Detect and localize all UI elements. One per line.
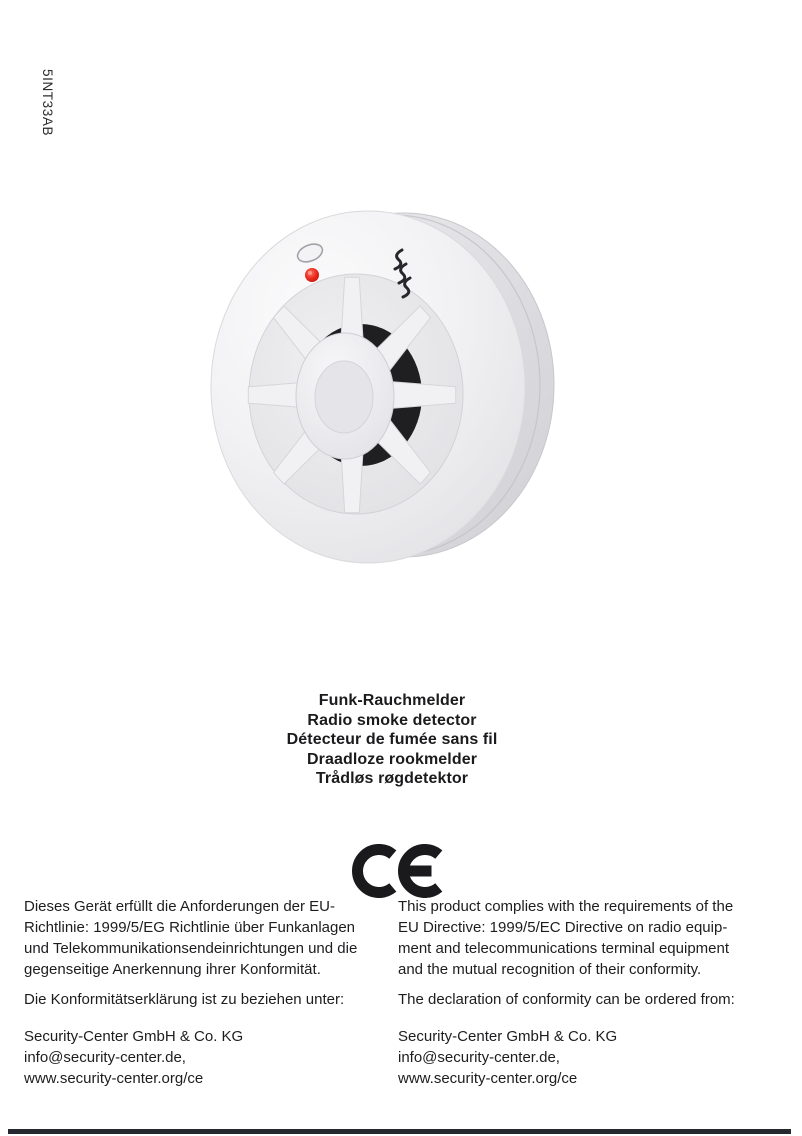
product-title-de: Funk-Rauchmelder bbox=[318, 692, 466, 709]
text-line: and the mutual recognition of their conformity. bbox=[398, 961, 702, 978]
company-name: Security-Center GmbH & Co. KG bbox=[24, 1028, 244, 1045]
declaration-line-de: Die Konformitätserklärung ist zu beziehen unter: bbox=[24, 991, 345, 1008]
compliance-paragraph-en bbox=[398, 896, 780, 980]
ce-letter-c bbox=[358, 850, 393, 893]
smoke-detector-image bbox=[180, 185, 580, 580]
contact-block-en bbox=[398, 1026, 780, 1089]
text-line: This product complies with the requirements of the bbox=[398, 898, 734, 915]
product-title-block bbox=[0, 691, 784, 789]
text-line: Dieses Gerät erfüllt die Anforderungen der EU- bbox=[24, 898, 335, 915]
test-button bbox=[296, 333, 394, 459]
contact-url: www.security-center.org/ce bbox=[24, 1070, 204, 1087]
contact-email: info@security-center.de, bbox=[398, 1049, 560, 1066]
ce-mark-logo bbox=[352, 844, 445, 898]
product-title-da: Trådløs røgdetektor bbox=[315, 770, 469, 788]
compliance-paragraph-de bbox=[24, 896, 390, 980]
declaration-line-en: The declaration of conformity can be ordered from: bbox=[398, 991, 735, 1008]
footer-rule bbox=[8, 1129, 791, 1134]
text-line: ment and telecommunications terminal equipment bbox=[398, 940, 730, 957]
product-photo bbox=[180, 185, 580, 580]
product-title-nl: Draadloze rookmelder bbox=[306, 750, 478, 768]
product-title-en: Radio smoke detector bbox=[307, 711, 477, 729]
company-name: Security-Center GmbH & Co. KG bbox=[398, 1028, 618, 1045]
product-title-fr: Détecteur de fumée sans fil bbox=[286, 731, 498, 749]
text-line: gegenseitige Anerkennung ihrer Konformität. bbox=[24, 961, 321, 978]
side-part-code: 5INT33AB bbox=[40, 69, 55, 137]
text-line: EU Directive: 1999/5/EC Directive on radio equip- bbox=[398, 919, 728, 936]
ce-mark bbox=[352, 844, 445, 898]
compliance-column-english bbox=[398, 896, 780, 1089]
contact-email: info@security-center.de, bbox=[24, 1049, 186, 1066]
contact-url: www.security-center.org/ce bbox=[398, 1070, 578, 1087]
text-line: und Telekommunikationsendeinrichtungen und die bbox=[24, 940, 358, 957]
text-line: Richtlinie: 1999/5/EG Richtlinie über Funkanlagen bbox=[24, 919, 356, 936]
contact-block-de bbox=[24, 1026, 390, 1089]
compliance-column-german bbox=[24, 896, 390, 1089]
led-indicator bbox=[305, 268, 319, 282]
